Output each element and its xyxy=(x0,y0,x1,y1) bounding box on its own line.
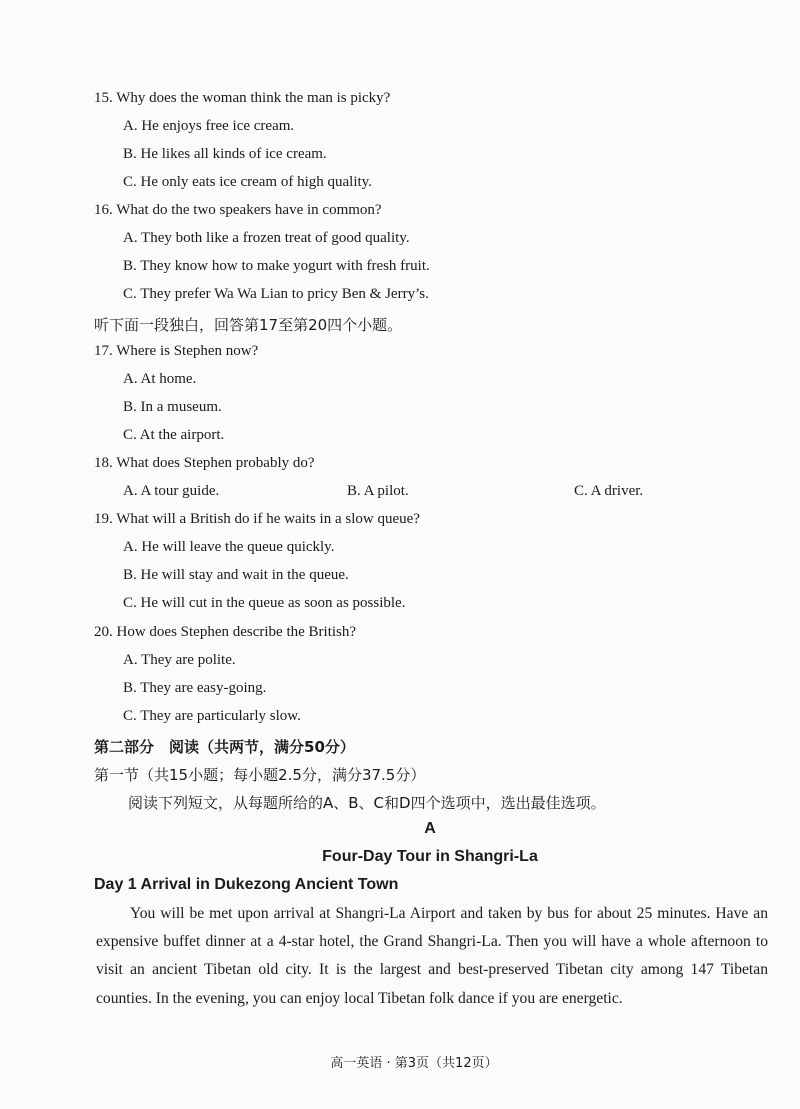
question-number: 18. xyxy=(94,455,113,471)
question-17 xyxy=(94,343,258,360)
question-number: 19. xyxy=(94,511,113,527)
section1-title: 第一节（共15小题；每小题2.5分，满分37.5分） xyxy=(94,766,426,784)
question-18 xyxy=(94,455,315,472)
day1-paragraph: You will be met upon arrival at Shangri-La Airport and taken by bus for about 25 minutes. Have an expensive buffet dinner at a 4-star hotel, the Grand Shangri-La. Then you will have a whole afternoon to visit an ancient Tibetan old city. It is the largest and best-preserved Tibetan city among 147 Tibetan counties. In the evening, you can enjoy local Tibetan folk dance if you are energetic. xyxy=(96,905,768,1007)
question-stem: What does Stephen probably do? xyxy=(116,455,315,471)
option-16a: A. They both like a frozen treat of good quality. xyxy=(123,230,410,246)
option-15a: A. He enjoys free ice cream. xyxy=(123,118,295,134)
question-number: 20. xyxy=(94,624,113,640)
day1-heading: Day 1 Arrival in Dukezong Ancient Town xyxy=(94,876,399,893)
option-17a: A. At home. xyxy=(123,371,197,387)
passage-title: Four-Day Tour in Shangri-La xyxy=(322,848,538,865)
question-stem: What will a British do if he waits in a slow queue? xyxy=(116,511,420,527)
option-17b: B. In a museum. xyxy=(123,399,222,415)
reading-instruction: 阅读下列短文，从每题所给的A、B、C和D四个选项中，选出最佳选项。 xyxy=(128,794,606,812)
option-17c: C. At the airport. xyxy=(123,427,225,443)
question-stem: Where is Stephen now? xyxy=(116,343,259,359)
page-footer: 高一英语 · 第3页（共12页） xyxy=(330,1056,498,1071)
question-stem: How does Stephen describe the British? xyxy=(116,624,357,640)
option-20c: C. They are particularly slow. xyxy=(123,708,301,724)
question-stem: Why does the woman think the man is picky? xyxy=(116,90,391,106)
option-19a: A. He will leave the queue quickly. xyxy=(123,539,335,555)
option-19b: B. He will stay and wait in the queue. xyxy=(123,567,349,583)
part2-title: 第二部分 阅读（共两节，满分50分） xyxy=(94,738,355,756)
option-18b: B. A pilot. xyxy=(347,483,409,499)
option-15b: B. He likes all kinds of ice cream. xyxy=(123,146,327,162)
option-20a: A. They are polite. xyxy=(123,652,236,668)
option-15c: C. He only eats ice cream of high quality. xyxy=(123,174,372,190)
option-16c: C. They prefer Wa Wa Lian to pricy Ben & Jerry’s. xyxy=(123,286,429,302)
option-18c: C. A driver. xyxy=(574,483,644,499)
question-number: 15. xyxy=(94,90,113,106)
question-number: 17. xyxy=(94,343,113,359)
option-20b: B. They are easy-going. xyxy=(123,680,267,696)
passage-label: A xyxy=(424,820,436,837)
question-19 xyxy=(94,511,420,528)
option-18a: A. A tour guide. xyxy=(123,483,220,499)
monologue-instruction: 听下面一段独白，回答第17至第20四个小题。 xyxy=(94,316,403,334)
option-19c: C. He will cut in the queue as soon as possible. xyxy=(123,595,406,611)
question-20 xyxy=(94,624,356,641)
option-16b: B. They know how to make yogurt with fresh fruit. xyxy=(123,258,430,274)
question-15 xyxy=(94,90,390,107)
question-number: 16. xyxy=(94,202,113,218)
question-stem: What do the two speakers have in common? xyxy=(116,202,382,218)
question-16 xyxy=(94,202,382,219)
